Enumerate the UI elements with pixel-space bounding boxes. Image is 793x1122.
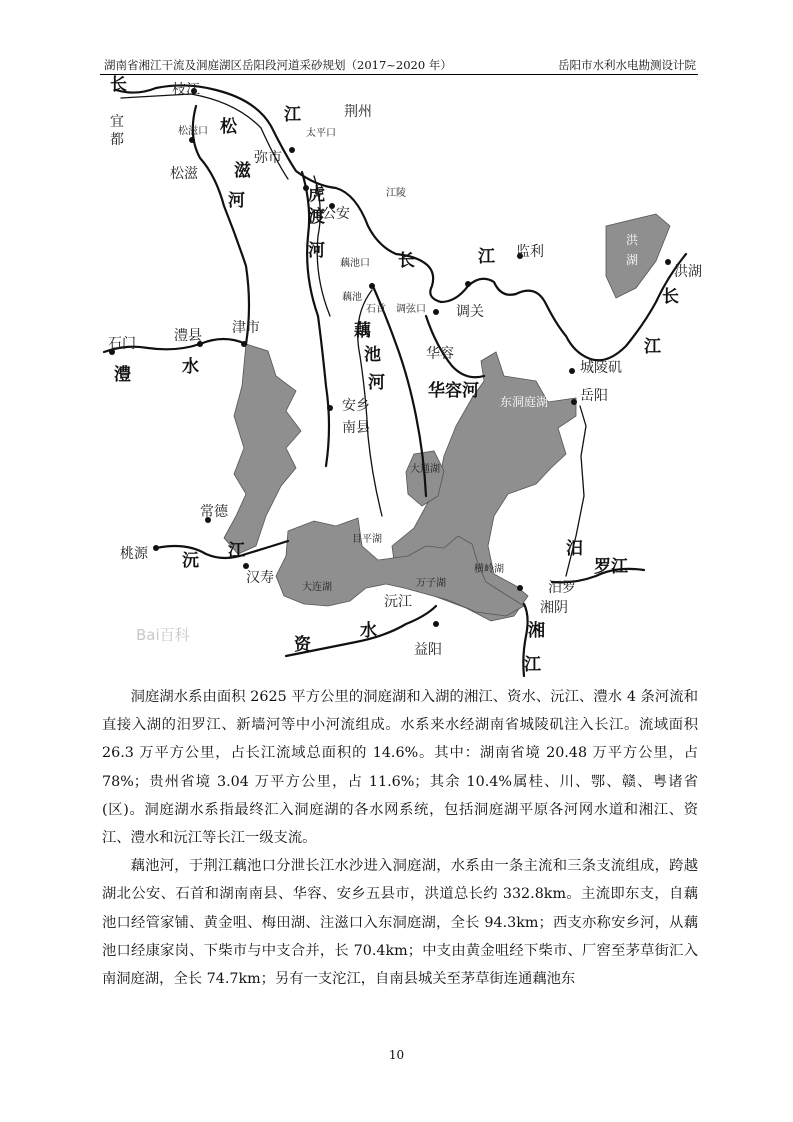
map-label: 长 [662, 287, 679, 307]
map-label: 东洞庭湖 [500, 395, 549, 409]
watermark: Bai百科 [136, 626, 190, 644]
body-text [102, 683, 698, 993]
map-label: 益阳 [414, 642, 442, 658]
map-label: 藕 [354, 321, 371, 341]
map-label: 横岭湖 [474, 564, 504, 575]
map-label: 桃源 [120, 546, 148, 562]
map-label: 澧县 [174, 328, 202, 344]
map-label: 江 [228, 541, 245, 561]
map-label: 大连湖 [302, 582, 332, 593]
map-label: 华容河 [428, 381, 479, 401]
map-label: 湘阴 [540, 600, 568, 616]
map-label: 都 [110, 132, 124, 148]
map-label: 池 [364, 345, 381, 365]
map-label: 华容 [426, 346, 454, 362]
map-label: 石首 [366, 304, 386, 315]
map-label: 渡 [308, 207, 325, 227]
map-label: 安乡 [342, 398, 370, 414]
map-label: 湘 [528, 621, 545, 641]
header-left-title: 湖南省湘江干流及洞庭湖区岳阳段河道采砂规划（2017~2020 年） [104, 58, 452, 72]
map-label: 松 [220, 117, 237, 137]
map-label: 津市 [232, 320, 260, 336]
map-label: 江 [524, 655, 541, 675]
map-label: 河 [368, 373, 385, 393]
yuan-river [156, 541, 288, 558]
map-label: 河 [228, 191, 245, 211]
map-label: 江 [644, 337, 661, 357]
map-label: 资 [294, 635, 311, 655]
map-label: 沅 [182, 551, 199, 571]
map-label: 江 [284, 105, 301, 125]
map-label: 监利 [516, 244, 544, 260]
map-label: 汨罗 [548, 580, 576, 596]
map-label: 江 [478, 247, 495, 267]
map-label: 汨 [566, 539, 583, 559]
map-label: 城陵矶 [580, 360, 622, 376]
dongting-lake-map [96, 75, 702, 678]
map-label: 湖 [626, 253, 639, 267]
map-label: 河 [308, 241, 325, 261]
map-label: 宜 [110, 114, 124, 130]
map-label: 调关 [456, 304, 484, 320]
map-label: 滋 [234, 161, 251, 181]
map-label: 太平口 [306, 128, 336, 139]
map-label: 松滋口 [178, 126, 208, 137]
west-dongting-lake [224, 344, 301, 554]
map-label: 石门 [108, 336, 136, 352]
map-label: 调弦口 [396, 304, 426, 315]
page-header [100, 56, 698, 75]
map-label: 水 [182, 357, 199, 377]
map-label: 洪 [626, 233, 639, 247]
map-label: 汉寿 [246, 570, 274, 586]
map-label: 荆州 [344, 104, 372, 120]
songzi-river [193, 106, 249, 344]
map-label: 藕池口 [340, 258, 370, 269]
map-label: 水 [360, 621, 377, 641]
page-number: 10 [388, 1048, 405, 1062]
map-label: 江陵 [386, 188, 406, 199]
header-right-org: 岳阳市水利水电勘测设计院 [558, 58, 696, 72]
map-label: 松滋 [170, 166, 198, 182]
map-label: 洪湖 [674, 264, 702, 280]
map-label: 公安 [322, 206, 350, 222]
paragraph: 藕池河，于荆江藕池口分泄长江水沙进入洞庭湖，水系由一条主流和三条支流组成，跨越湖北公安、石首和湖南南县、华容、安乡五县市，洪道总长约 332.8km。主流即东支，自藕池口经管家铺、黄金咀、梅田湖、注滋口入东洞庭湖，全长 94.3km；西支亦称安乡河，从藕池口经康家岗、下柴市与中支合并，长 70.4km；中支由黄金咀经下柴市、厂窖至茅草街汇入南洞庭湖，全长 74.7km；另有一支沱江，自南县城关至茅草街连通藕池东 [102, 858, 698, 988]
paragraph: 洞庭湖水系由面积 2625 平方公里的洞庭湖和入湖的湘江、资水、沅江、澧水 4 条河流和直接入湖的汨罗江、新墙河等中小河流组成。水系来水经湖南省城陵矶注入长江。流域面积 26.3 万平方公里，占长江流域总面积的 14.6%。其中：湖南省境 20.48 万平方公里，占 78%；贵州省境 3.04 万平方公里，占 11.6%；其余 10.4%属桂、川、鄂、赣、粤诸省(区)。洞庭湖水系指最终汇入洞庭湖的各水网系统，包括洞庭湖平原各河网水道和湘江、资江、澧水和沅江等长江一级支流。 [102, 689, 698, 847]
map-label: 沅江 [384, 594, 412, 610]
map-label: 大通湖 [410, 464, 440, 475]
map-label: 南县 [342, 420, 370, 436]
map-label: 岳阳 [580, 388, 608, 404]
map-label: 枝江 [172, 82, 200, 98]
map-label: 弥市 [254, 150, 282, 166]
map-label: 澧 [114, 365, 131, 385]
map-label: 藕池 [342, 292, 362, 303]
map-label: 常德 [200, 504, 228, 520]
map-label: 长 [398, 251, 415, 271]
map-label: 虎 [308, 185, 325, 205]
map-label: 长 [110, 75, 127, 95]
map-label: 目平湖 [352, 534, 382, 545]
map-label: 万子湖 [416, 578, 446, 589]
map-label: 罗江 [594, 557, 628, 577]
